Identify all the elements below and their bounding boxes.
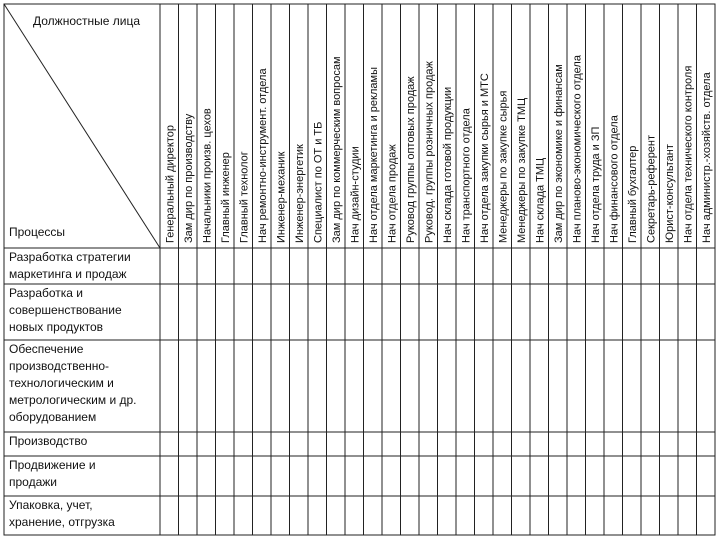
position-label: Нач отдела технического контроля	[682, 65, 695, 243]
position-label: Нач отдела маркетинга и рекламы	[367, 67, 380, 243]
position-columns	[164, 54, 713, 243]
process-label-line: Продвижение и	[9, 458, 96, 472]
header-diagonal-divider	[4, 4, 160, 248]
position-label: Нач финансового отдела	[608, 115, 621, 243]
process-label-line: совершенствование	[9, 303, 122, 317]
position-label: Нач склада ТМЦ	[534, 157, 547, 243]
position-label: Нач отдела продаж	[386, 144, 399, 243]
process-label-line: Разработка и	[9, 286, 83, 300]
position-label: Зам дир по экономике и финансам	[552, 64, 565, 243]
position-label: Руковод группы оптовых продаж	[404, 76, 417, 243]
position-label: Зам дир по производству	[182, 113, 195, 243]
position-label: Нач транспортного отдела	[460, 108, 473, 243]
position-label: Главный бухгалтер	[626, 145, 639, 243]
position-label: Руковод. группы розничных продаж	[423, 61, 436, 243]
position-label: Генеральный директор	[164, 125, 177, 243]
position-label: Нач склада готовой продукции	[441, 86, 454, 243]
position-label: Нач ремонтно-инструмент. отдела	[256, 68, 269, 243]
process-row	[9, 286, 122, 334]
process-row	[9, 250, 131, 281]
process-label-line: хранение, отгрузка	[9, 515, 115, 529]
position-label: Менеджеры по закупке сырья	[497, 90, 510, 243]
processes-header-label: Процессы	[9, 225, 66, 239]
position-label: Зам дир по коммерческим вопросам	[330, 56, 343, 243]
process-label-line: продажи	[9, 475, 57, 489]
process-label-line: Разработка стратегии	[9, 250, 131, 264]
process-label-line: технологическим и	[9, 376, 114, 390]
position-label: Инженер-энергетик	[293, 144, 306, 243]
position-label: Начальники произв. цехов	[201, 108, 214, 243]
process-label-line: Обеспечение	[9, 342, 84, 356]
process-label-line: оборудованием	[9, 410, 97, 424]
process-label-line: маркетинга и продаж	[9, 267, 127, 281]
process-label-line: производственно-	[9, 359, 110, 373]
process-row	[9, 498, 115, 529]
position-label: Юрист-консультант	[663, 144, 676, 243]
process-label-line: метрологическим и др.	[9, 393, 137, 407]
position-label: Инженер-механик	[275, 151, 288, 243]
process-rows	[9, 250, 137, 529]
position-label: Нач отдела труда и ЗП	[589, 126, 602, 243]
positions-header-label: Должностные лица	[33, 14, 141, 28]
process-row	[9, 342, 137, 424]
process-label-line: Упаковка, учет,	[9, 498, 93, 512]
process-row	[9, 434, 88, 448]
position-label: Нач администр.-хозяйств. отдела	[700, 72, 713, 243]
position-label: Специалист по ОТ и ТБ	[312, 121, 325, 243]
process-label-line: новых продуктов	[9, 320, 104, 334]
position-label: Главный технолог	[238, 151, 251, 243]
position-label: Секретарь-референт	[645, 134, 658, 243]
position-label: Нач дизайн-студии	[349, 146, 362, 243]
process-row	[9, 458, 96, 489]
position-label: Главный инженер	[219, 152, 232, 243]
process-label-line: Производство	[9, 434, 88, 448]
position-label: Нач отдела закупки сырья и МТС	[478, 73, 491, 243]
position-label: Нач планово-экономического отдела	[571, 55, 584, 243]
position-label: Менеджеры по закупке ТМЦ	[515, 97, 528, 243]
